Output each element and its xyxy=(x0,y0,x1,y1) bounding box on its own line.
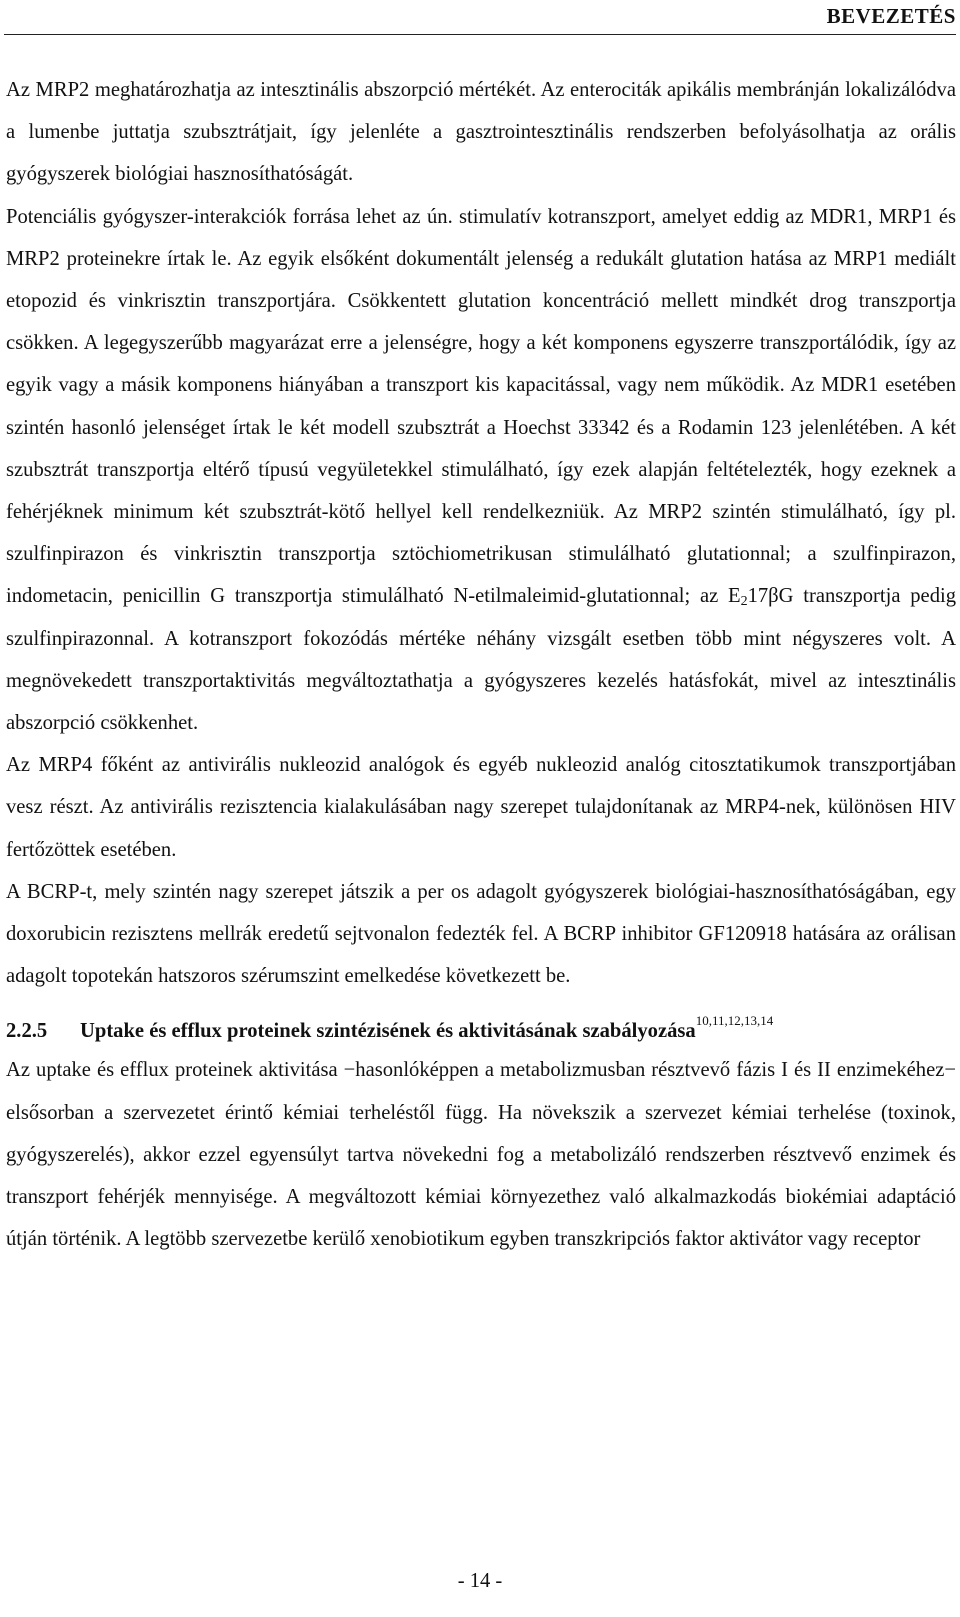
paragraph-regulation: Az uptake és efflux proteinek aktivitása −hasonlóképpen a metabolizmusban résztvevő fázis I és II enzimekéhez− elsősorban a szervezetet érintő kémiai terheléstől függ. Ha növekszik a szervezet kémiai terhelése (toxinok, gyógyszerelés), akkor ezzel egyensúlyt tartva növekedni fog a metabolizáló rendszerben résztvevő enzimek és transzport fehérjék mennyisége. A megváltozott kémiai környezethez való alkalmazkodás biokémiai adaptáció útján történik. A legtöbb szervezetbe kerülő xenobiotikum egyben transzkripciós faktor aktivátor vagy receptor xyxy=(6,1059,956,1251)
section-number: 2.2.5 xyxy=(6,1020,48,1043)
paragraph-mrp2-absorption: Az MRP2 meghatározhatja az intesztinális abszorpció mértékét. Az enterociták apikális membránján lokalizálódva a lumenbe juttatja szubsztrátjait, így jelenléte a gasztrointesztinális rendszerben befolyásolhatja az orális gyógyszerek biológiai hasznosíthatóságát. xyxy=(6,79,956,186)
running-header: BEVEZETÉS xyxy=(826,4,956,28)
subscript: 2 xyxy=(740,594,748,610)
reference-superscript: 10,11,12,13,14 xyxy=(695,1013,774,1029)
section-title: Uptake és efflux proteinek szintézisének és aktivitásának szabályozása xyxy=(80,1020,696,1043)
paragraph-bcrp: A BCRP-t, mely szintén nagy szerepet játszik a per os adagolt gyógyszerek biológiai-hasznosíthatóságában, egy doxorubicin rezisztens mellrák eredetű sejtvonalon fedezték fel. A BCRP inhibitor GF120918 hatására az orálisan adagolt topotekán hatszoros szérumszint emelkedése következett be. xyxy=(6,880,956,988)
paragraph-stimulative-cotransport xyxy=(6,196,956,745)
paragraph-text: Potenciális gyógyszer-interakciók forrása lehet az ún. stimulatív kotranszport, amelyet eddig az MDR1, MRP1 és MRP2 proteinekre írtak le. Az egyik elsőként dokumentált jelenség a redukált glutation hatása az MRP1 mediált etopozid és vinkrisztin transzportjára. Csökkentett glutation koncentráció mellett mindkét drog transzportja csökken. A legegyszerűbb magyarázat erre a jelenségre, hogy a két komponens egyszerre transzportálódik, így az egyik vagy a másik komponens hiányában a transzport kis kapacitással, vagy nem működik. Az MDR1 esetében szintén hasonló jelenséget írtak le két modell szubsztrát a Hoechst 33342 és a Rodamin 123 jelenlétében. A két szubsztrát transzportja eltérő típusú vegyületekkel stimulálható, így ezek alapján feltételezték, hogy ezeknek a fehérjéknek minimum két szubsztrát-kötő hellyel kell rendelkezniük. Az MRP2 szintén stimulálható, így pl. szulfinpirazon és vinkrisztin transzportja sztöchiometrikusan stimulálható glutationnal; a szulfinpirazon, indometacin, penicillin G transzportja stimulálható N-etilmaleimid-glutationnal; az E xyxy=(6,205,956,608)
paragraph-mrp4: Az MRP4 főként az antivirális nukleozid analógok és egyéb nukleozid analóg citosztatikumok transzportjában vesz részt. Az antivirális rezisztencia kialakulásában nagy szerepet tulajdonítanak az MRP4-nek, különösen HIV fertőzöttek esetében. xyxy=(6,754,956,861)
body-text xyxy=(6,69,956,1260)
section-heading xyxy=(6,997,956,1049)
header-rule xyxy=(4,34,956,35)
page-number: - 14 - xyxy=(457,1570,503,1592)
paragraph-text: 17βG transzportja pedig szulfinpirazonnal. A kotranszport fokozódás mértéke néhány vizsgált esetben több mint négyszeres volt. A megnövekedett transzportaktivitás megváltoztathatja a gyógyszeres kezelés hatásfokát, mivel az intesztinális abszorpció csökkenhet. xyxy=(6,585,957,735)
